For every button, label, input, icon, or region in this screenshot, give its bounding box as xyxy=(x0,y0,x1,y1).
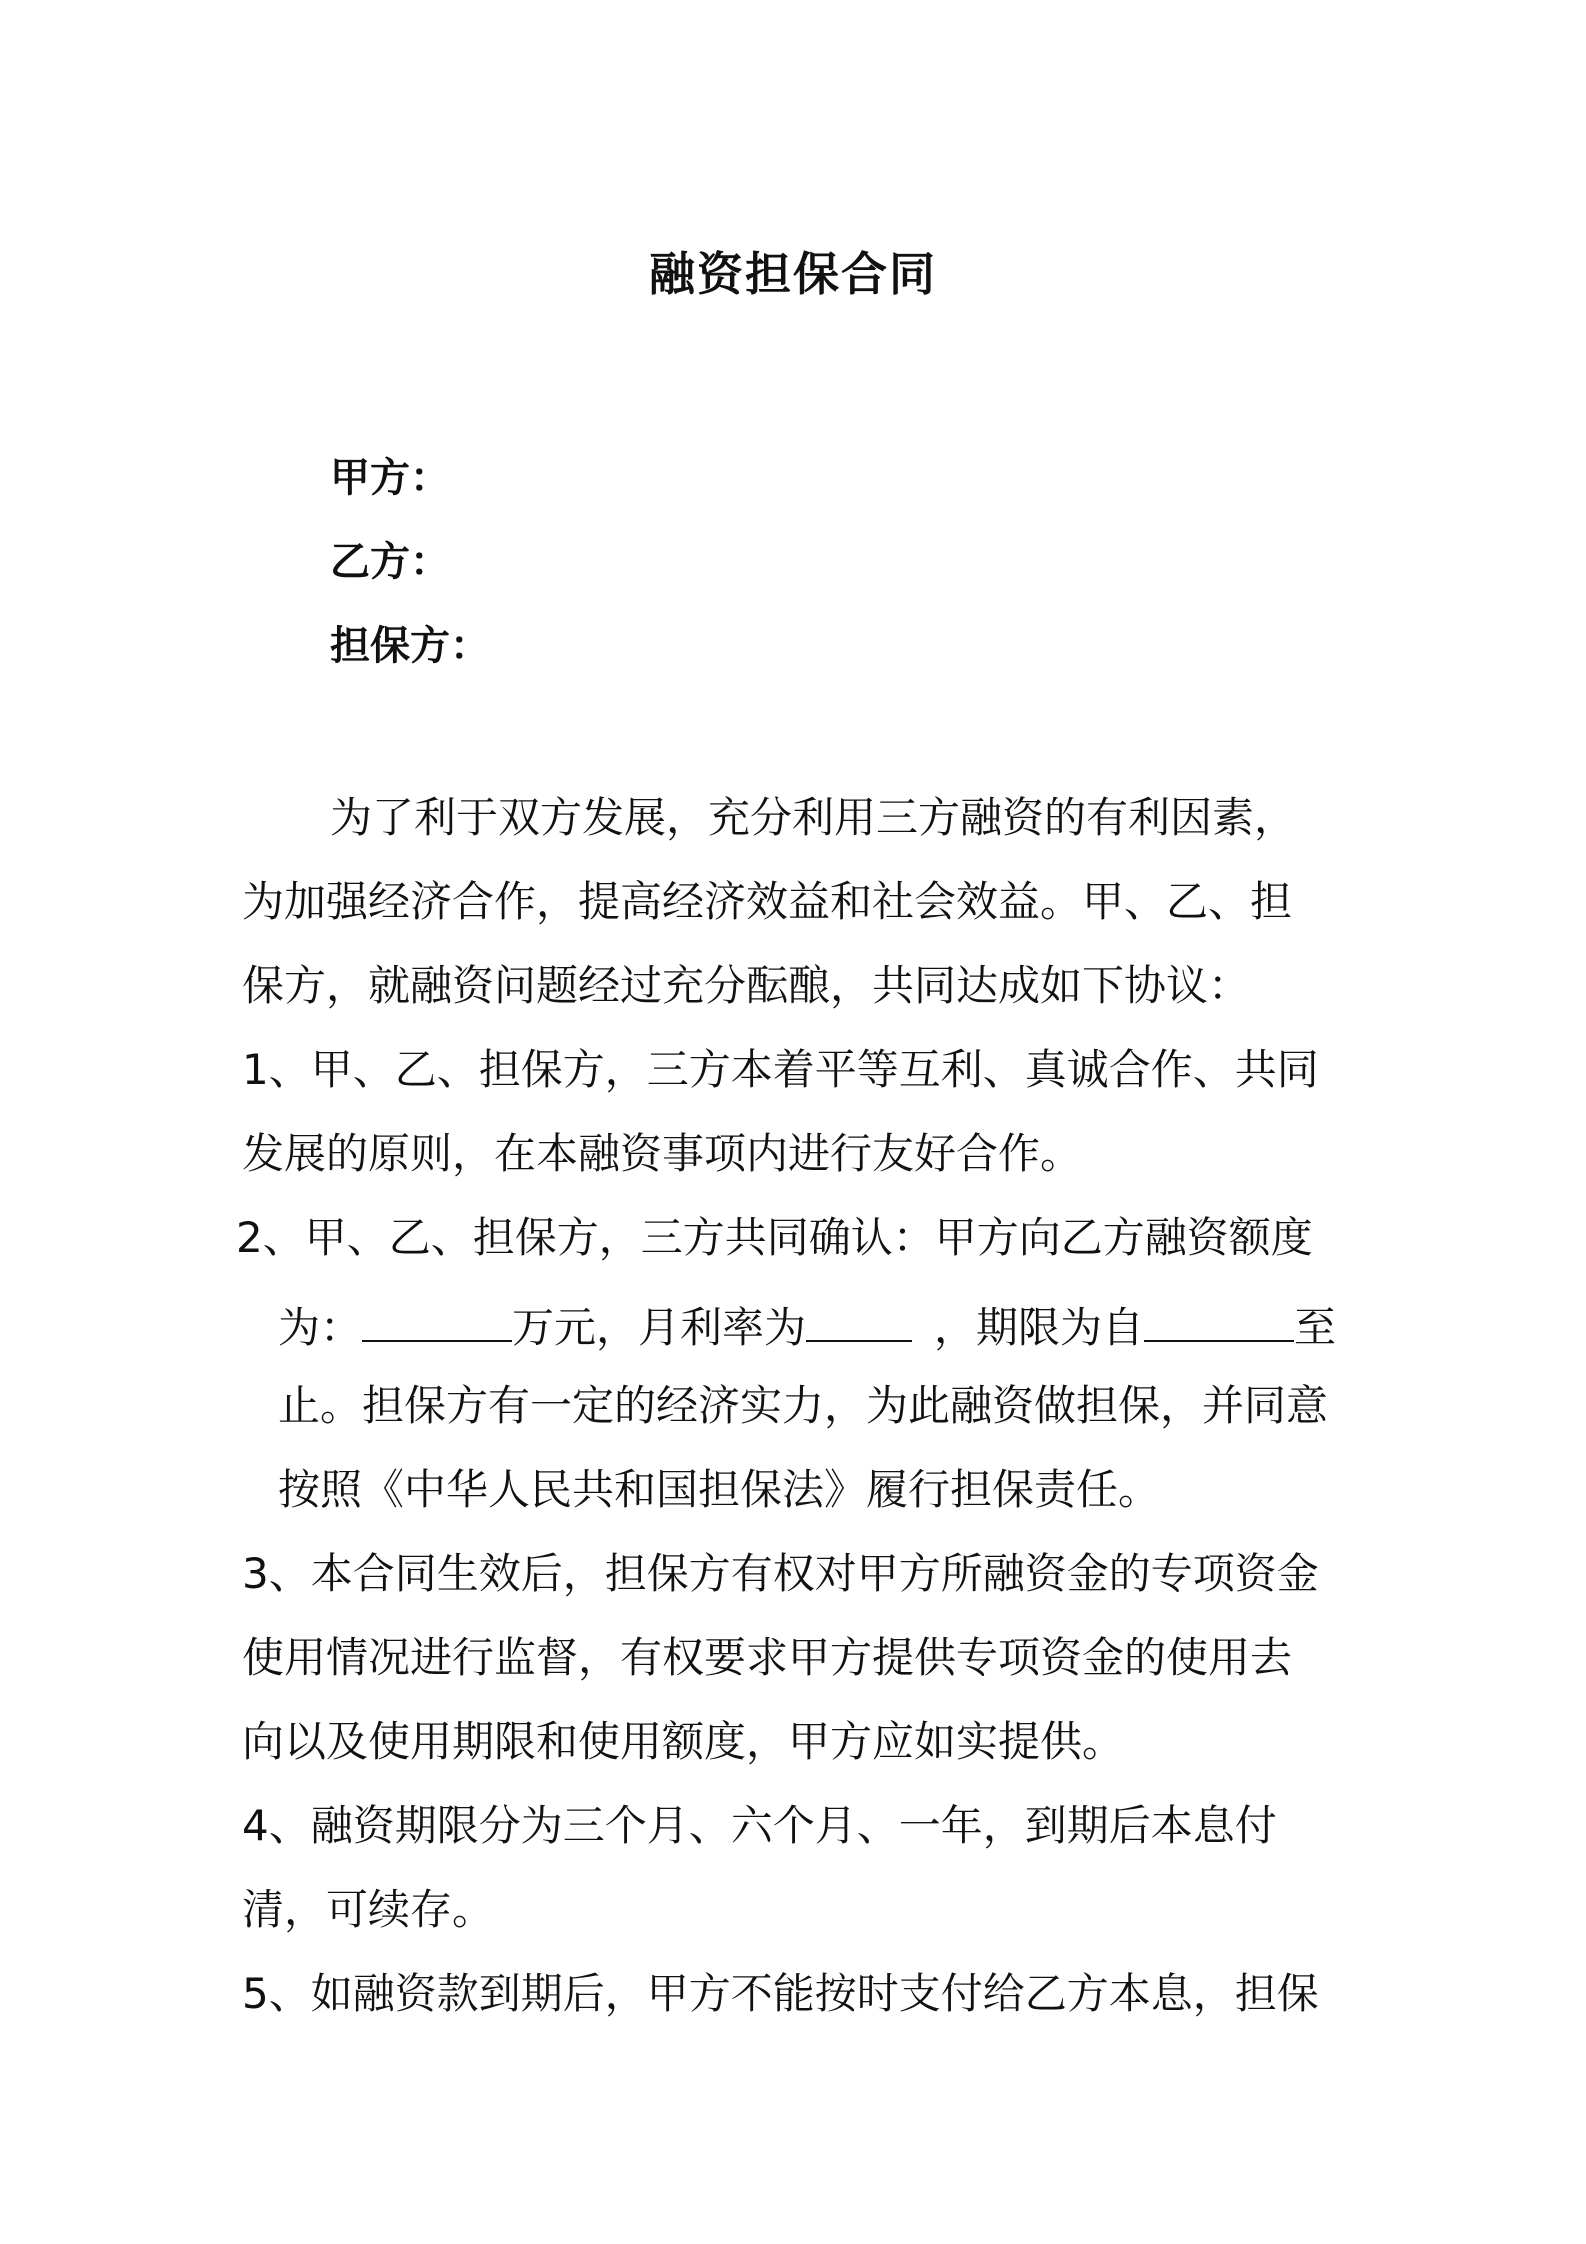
clause-1-line: 1、甲、乙、担保方，三方本着平等互利、真诚合作、共同 xyxy=(242,1045,1319,1094)
guarantor-label: 担保方： xyxy=(330,623,490,669)
amount-unit-text: 万元，月利率为 xyxy=(512,1303,807,1352)
term-start-blank[interactable] xyxy=(1144,1294,1294,1342)
clause-3-line: 使用情况进行监督，有权要求甲方提供专项资金的使用去 xyxy=(242,1633,1293,1682)
clause-2-line: 2、甲、乙、担保方，三方共同确认：甲方向乙方融资额度 xyxy=(236,1213,1313,1262)
clause-5-line: 5、如融资款到期后，甲方不能按时支付给乙方本息，担保 xyxy=(242,1969,1319,2018)
party-a-label: 甲方： xyxy=(330,455,450,501)
clause-3-line: 向以及使用期限和使用额度，甲方应如实提供。 xyxy=(242,1717,1125,1766)
interest-rate-blank[interactable] xyxy=(806,1294,912,1342)
clause-4-line: 清，可续存。 xyxy=(242,1885,495,1934)
term-text: ，期限为自 xyxy=(934,1303,1145,1352)
party-b-label: 乙方： xyxy=(330,539,450,585)
amount-prefix: 为： xyxy=(278,1303,363,1352)
preamble-line: 为加强经济合作，提高经济效益和社会效益。甲、乙、担 xyxy=(242,877,1293,926)
term-to-text: 至 xyxy=(1294,1303,1337,1352)
clause-2-line: 止。担保方有一定的经济实力，为此融资做担保，并同意 xyxy=(278,1381,1329,1430)
preamble-line: 保方，就融资问题经过充分酝酿，共同达成如下协议： xyxy=(242,961,1251,1010)
amount-blank[interactable] xyxy=(362,1294,512,1342)
clause-2-line: 按照《中华人民共和国担保法》履行担保责任。 xyxy=(278,1465,1161,1514)
clause-4-line: 4、融资期限分为三个月、六个月、一年，到期后本息付 xyxy=(242,1801,1277,1850)
clause-2-amount-line xyxy=(278,1294,1336,1356)
preamble-line: 为了利于双方发展，充分利用三方融资的有利因素， xyxy=(330,793,1297,842)
clause-3-line: 3、本合同生效后，担保方有权对甲方所融资金的专项资金 xyxy=(242,1549,1319,1598)
document-title: 融资担保合同 xyxy=(649,247,937,301)
clause-1-line: 发展的原则，在本融资事项内进行友好合作。 xyxy=(242,1129,1083,1178)
